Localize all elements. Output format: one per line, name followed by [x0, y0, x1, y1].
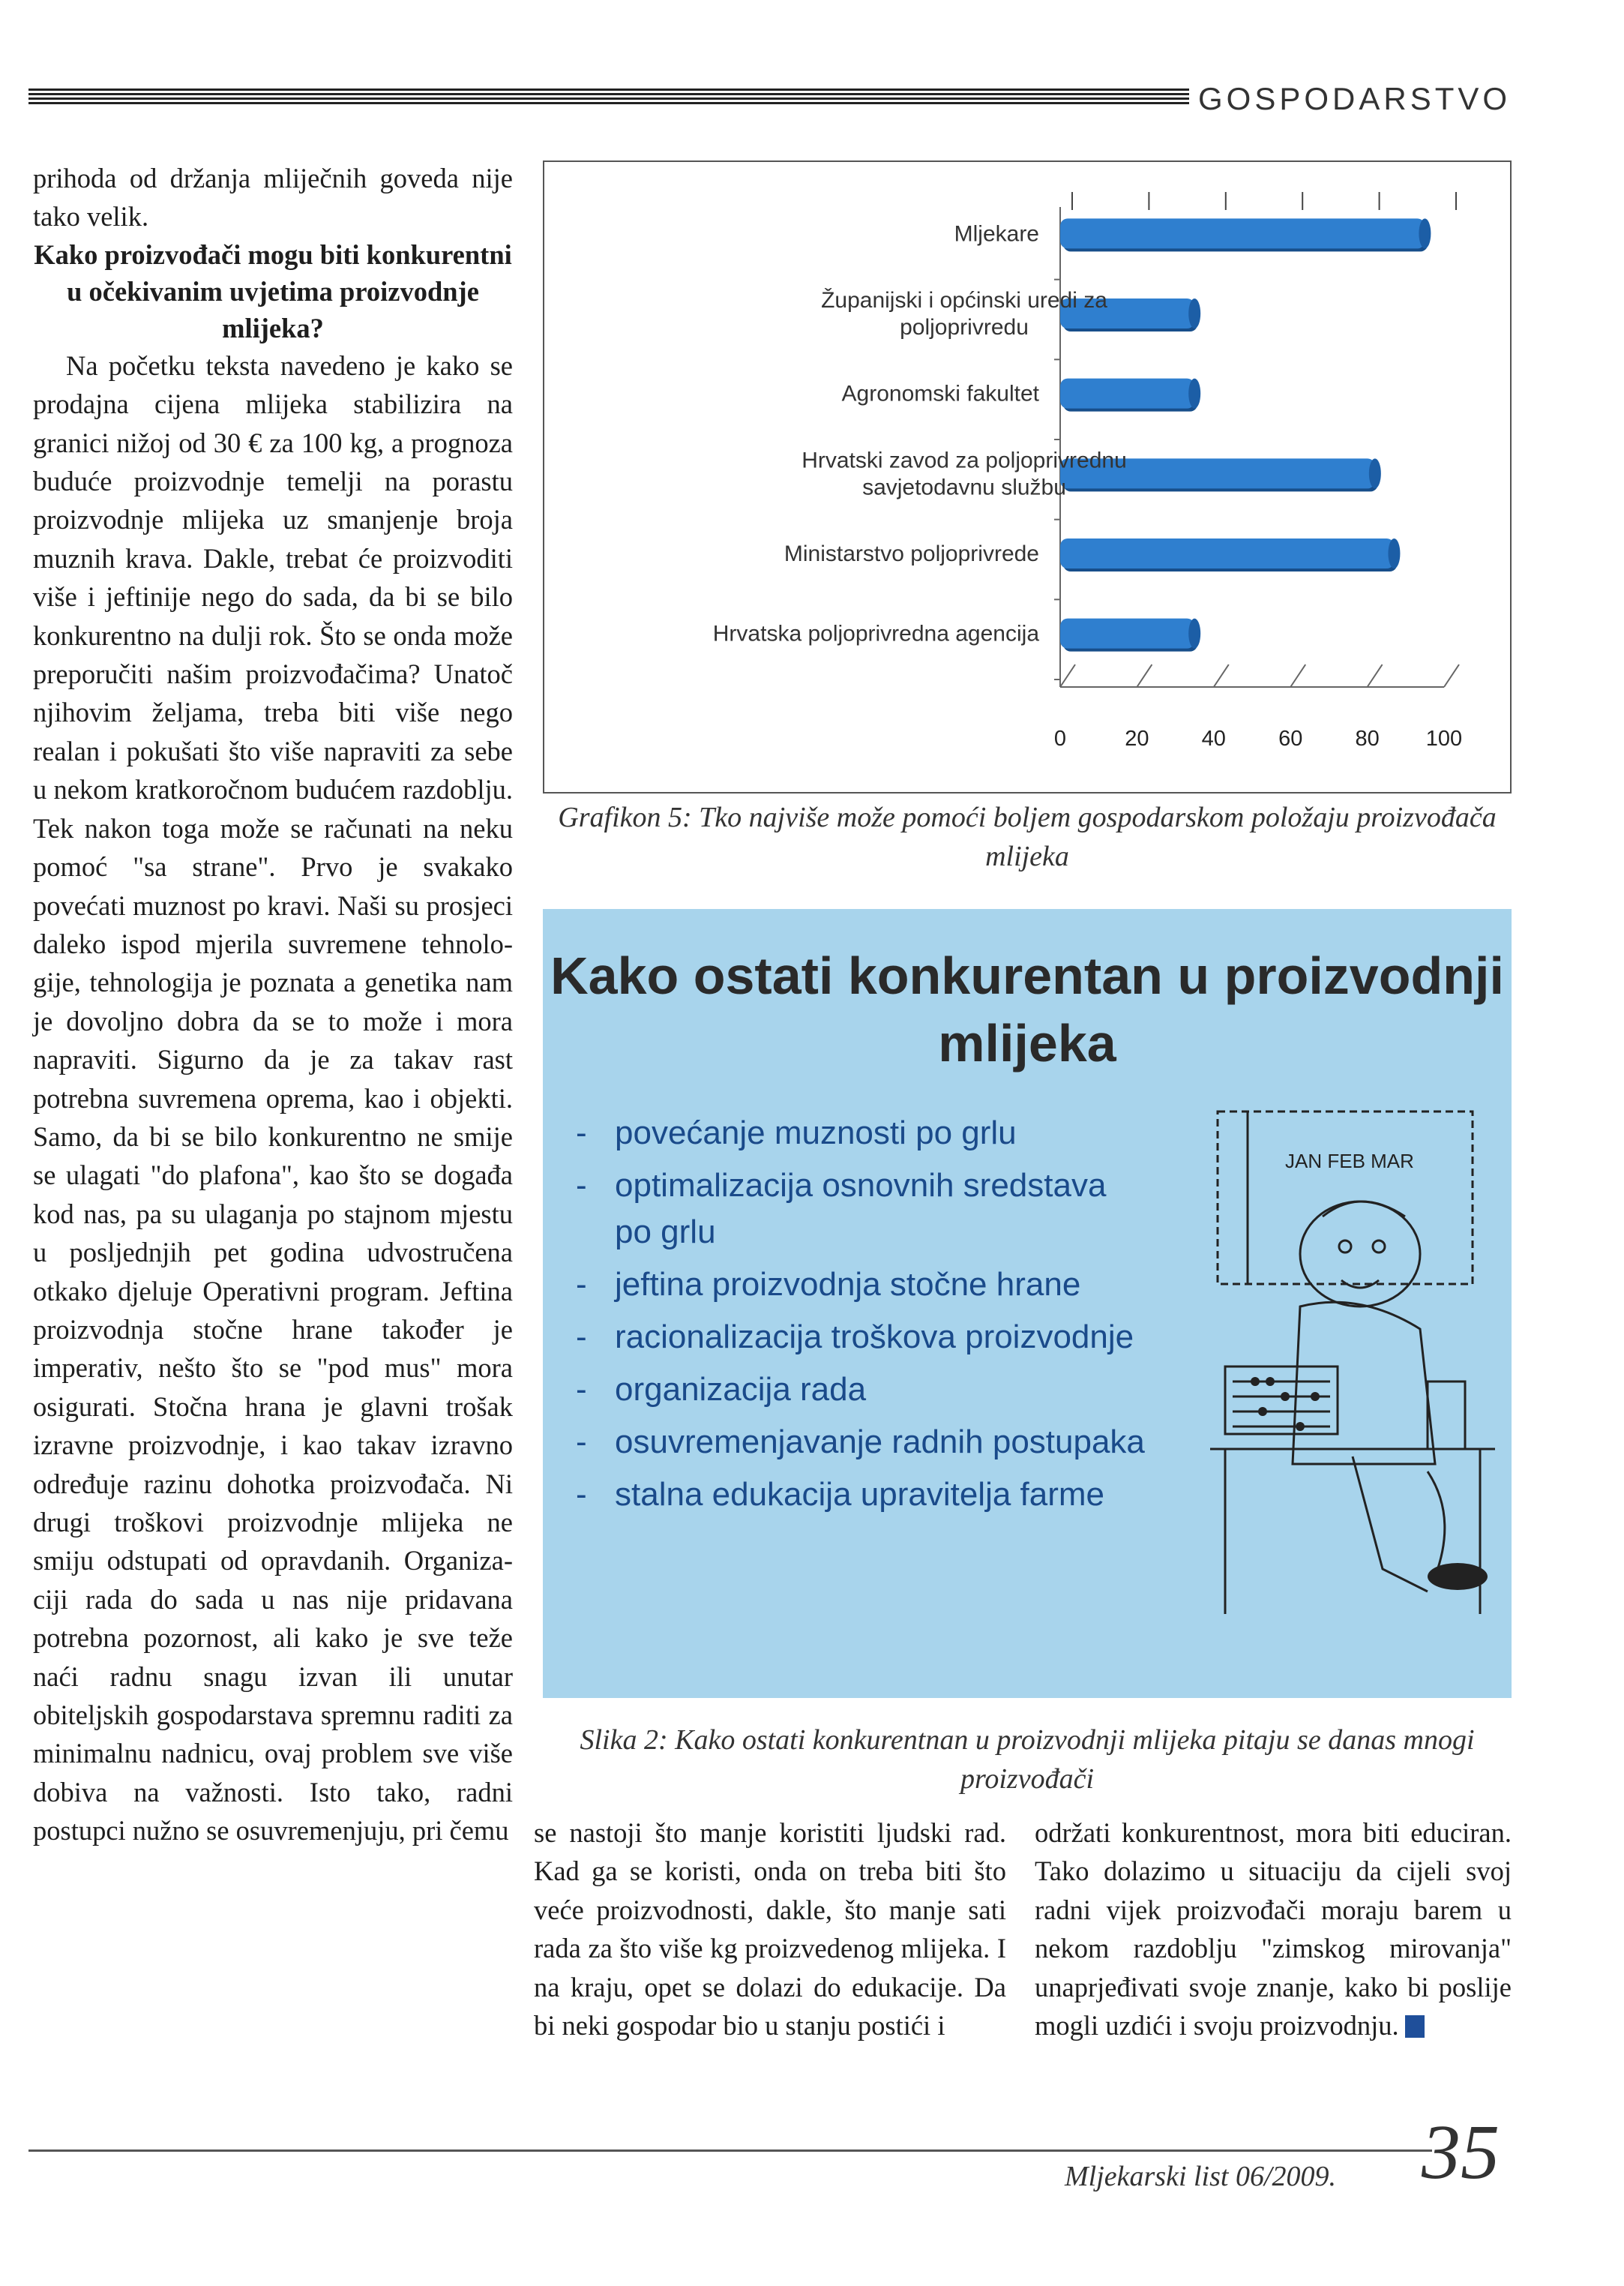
x-tick-label: 40 — [1201, 727, 1226, 751]
bar-cap — [1188, 379, 1200, 409]
footer-rule — [28, 2150, 1432, 2152]
floor-gridline — [1214, 664, 1229, 687]
category-label-line: savjetodavnu službu — [862, 475, 1066, 500]
category-label-line: Agronomski fakultet — [841, 381, 1039, 406]
left-column — [33, 159, 513, 1850]
info-box — [543, 909, 1512, 1698]
bottom-column-3 — [1035, 1814, 1512, 2044]
paragraph-col2: se nastoji što manje koristiti ljudski rad. Kad ga se koristi, onda on treba biti što veće proizvodnosti, dakle, što manje sati rada za što više kg proizvedenog mlijeka. I na kraju, opet se dolazi do edukacije. Da bi neki gospodar bio u stanju postići i — [534, 1817, 1006, 2042]
end-of-article-icon — [1405, 2015, 1425, 2038]
section-title: GOSPODARSTVO — [1198, 81, 1512, 116]
category-label-line: Hrvatski zavod za poljoprivrednu — [802, 448, 1127, 473]
header-rule — [28, 88, 1189, 111]
category-label-line: Županijski i općinski uredi za — [821, 288, 1107, 313]
bar — [1060, 619, 1194, 649]
x-tick-label: 20 — [1125, 727, 1149, 751]
floor-gridline — [1444, 664, 1459, 687]
list-item: - organizacija rada — [576, 1366, 1146, 1413]
list-item: - jeftina proizvodnja stočne hrane — [576, 1262, 1146, 1308]
farmer-cartoon-illustration — [1203, 1096, 1503, 1622]
journal-name: Mljekarski list 06/2009. — [1065, 2161, 1337, 2192]
list-item: - racionalizacija troškova proizvodnje — [576, 1314, 1146, 1360]
subheading: Kako proizvođači mogu biti konkurentni u očekivanim uvjetima proizvodnje mlijeka? — [34, 238, 512, 344]
bar-chart — [544, 162, 1513, 795]
category-label-line: poljoprivredu — [900, 315, 1029, 340]
category-label-line: Mljekare — [954, 221, 1039, 247]
bar-cap — [1188, 619, 1200, 649]
category-label-line: Ministarstvo poljoprivrede — [784, 542, 1039, 566]
bar-cap — [1188, 298, 1200, 328]
list-item: - stalna edukacija upravitelja farme — [576, 1472, 1146, 1518]
floor-gridline — [1137, 664, 1152, 687]
box-title: Kako ostati konkurentan u proizvodnji mlijeka — [550, 946, 1504, 1072]
floor-gridline — [1290, 664, 1305, 687]
bar-cap — [1369, 458, 1381, 488]
figure-caption: Slika 2: Kako ostati konkurentnan u proizvodnji mlijeka pitaju se danas mnogi proizvođači — [580, 1724, 1475, 1795]
bottom-column-2 — [534, 1814, 1006, 2044]
floor-gridline — [1368, 664, 1383, 687]
x-tick-label: 80 — [1355, 727, 1380, 751]
bar — [1060, 379, 1194, 409]
bar-cap — [1388, 538, 1400, 568]
paragraph-col3-text: održati konkurentnost, mora biti educiran. Tako dolazimo u situaciju da cijeli svoj radni vijek proizvođači moraju barem u nekom razdoblju "zimskog mirovanja" unaprjeđivati svoje znanje, kako bi poslije mogli uzdići i svoju proizvodnju. — [1035, 1817, 1512, 2042]
x-tick-label: 0 — [1053, 727, 1067, 751]
paragraph-col3 — [1035, 1814, 1512, 2044]
category-label — [713, 622, 1040, 646]
category-label-line: Hrvatska poljoprivredna agencija — [712, 621, 1039, 646]
paragraph-main: Na početku teksta navedeno je kako se prodajna cijena mlijeka stabilizira na granici nižoj od 30 € za 100 kg, a prognoza buduće proizvodnje temelji na porastu proizvodnje mlijeka uz smanjenje broja muznih krava. Dakle, trebat će proizvoditi više i jeftinije nego do sada, da bi se bilo konkurentno na dulji rok. Što se onda može preporučiti našim proizvođačima? Unatoč njihovim željama, treba biti više nego realan i pokušati što više napraviti za sebe u nekom kratkoročnom budućem razdoblju. Tek nakon toga može se računati na neku pomoć "sa strane". Prvo je svakako povećati muznost po kravi. Naši su prosjeci daleko ispod mjerila suvremene tehnologije, tehnologija je poznata a genetika nam je dovoljno dobra da se to može i mora napraviti. Sigurno da je za takav rast potrebna suvremena oprema, kao i objekti. Samo, da bi se bilo konkurentno ne smije se ulagati "do plafona", kao što se događa kod nas, pa su ulaganja po stajnom mjestu u posljednjih pet godina udvostručena otkako djeluje Operativni program. Jeftina proizvodnja stočne hrane također je imperativ, nešto što se "pod mus" mora osigurati. Stočna hrana je glavni trošak izravne proizvodnje, i kao takav izravno određuje razinu dohotka proizvođača. Ni drugi troškovi proizvodnje mlijeka ne smiju odstupati od opravdanih. Organizaciji rada do sada u nas nije pridavana potrebna pozornost, ali kako je sve teže naći radnu snagu izvan ili unutar obiteljskih gospodarstava spremnu raditi za minimalnu nadnicu, ovaj problem sve više dobiva na važnosti. Isto tako, radni postupci nužno se osuvremenjuju, pri čemu — [33, 350, 513, 1846]
bar-cap — [1419, 218, 1431, 248]
category-label — [842, 382, 1040, 406]
category-label — [784, 542, 1039, 566]
chart-caption: Grafikon 5: Tko najviše može pomoći boljem gospodarskom položaju proizvođača mlijeka — [558, 802, 1497, 872]
category-label — [954, 221, 1039, 246]
paragraph-intro: prihoda od držanja mliječnih goveda nije tako velik. — [33, 163, 513, 232]
bar — [1060, 538, 1394, 568]
x-tick-label: 60 — [1278, 727, 1303, 751]
svg-text:JAN FEB MAR: JAN FEB MAR — [1285, 1150, 1414, 1172]
list-item: - povećanje muznosti po grlu — [576, 1110, 1146, 1156]
list-item: - osuvremenjavanje radnih postupaka — [576, 1419, 1146, 1466]
x-tick-label: 100 — [1425, 727, 1463, 751]
floor-gridline — [1060, 664, 1075, 687]
list-item: - optimalizacija osnovnih sredstava po grlu — [576, 1162, 1146, 1256]
chart-frame — [543, 160, 1512, 794]
page-number: 35 — [1422, 2109, 1500, 2195]
bar — [1060, 218, 1425, 248]
